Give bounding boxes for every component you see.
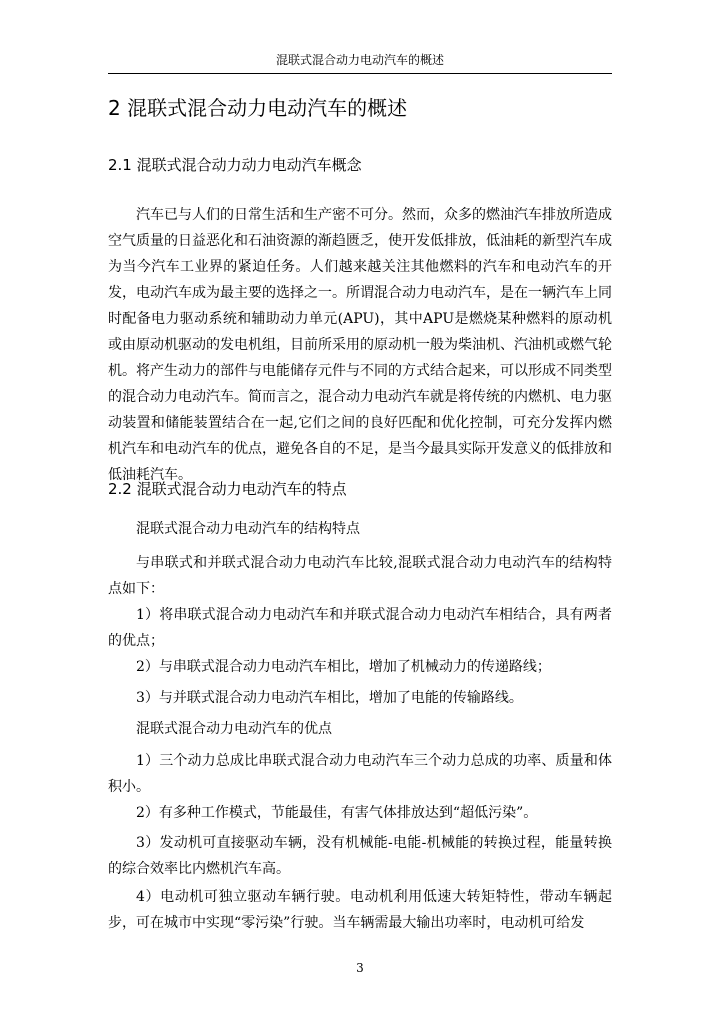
running-header: 混联式混合动力电动汽车的概述 [275, 53, 444, 67]
chapter-title: 2 混联式混合动力电动汽车的概述 [108, 96, 408, 120]
page-number: 3 [356, 961, 364, 975]
structure-feature-item-2: 2）与串联式混合动力电动汽车相比，增加了机械动力的传递路线； [136, 659, 551, 675]
structure-features-heading: 混联式混合动力电动汽车的结构特点 [136, 521, 360, 537]
structure-features-intro: 与串联式和并联式混合动力电动汽车比较,混联式混合动力电动汽车的结构特点如下： [108, 555, 612, 597]
advantage-item-2: 2）有多种工作模式，节能最佳，有害气体排放达到“超低污染”。 [136, 805, 538, 821]
concept-paragraph: 汽车已与人们的日常生活和生产密不可分。然而，众多的燃油汽车排放所造成空气质量的日益恶化和石油资源的渐趋匮乏，使开发低排放，低油耗的新型汽车成为当今汽车工业界的紧迫任务。人们越来越关注其他燃料的汽车和电动汽车的开发，电动汽车成为最主要的选择之一。所谓混合动力电动汽车，是在一辆汽车上同时配备电力驱动系统和辅助动力单元(APU)，其中APU是燃烧某种燃料的原动机或由原动机驱动的发电机组，目前所采用的原动机一般为柴油机、汽油机或燃气轮机。将产生动力的部件与电能储存元件与不同的方式结合起来，可以形成不同类型的混合动力电动汽车。简而言之，混合动力电动汽车就是将传统的内燃机、电力驱动装置和储能装置结合在一起,它们之间的良好匹配和优化控制，可充分发挥内燃机汽车和电动汽车的优点，避免各自的不足，是当今最具实际开发意义的低排放和低油耗汽车。 [108, 207, 612, 483]
section-title-2-1: 2.1 混联式混合动力动力电动汽车概念 [108, 156, 362, 174]
advantage-item-4: 4）电动机可独立驱动车辆行驶。电动机利用低速大转矩特性，带动车辆起步，可在城市中实现“零污染”行驶。当车辆需最大输出功率时，电动机可给发 [108, 889, 612, 931]
header-rule [108, 73, 612, 74]
advantages-heading: 混联式混合动力电动汽车的优点 [136, 721, 332, 737]
advantage-item-1: 1）三个动力总成比串联式混合动力电动汽车三个动力总成的功率、质量和体积小。 [108, 753, 612, 795]
structure-feature-item-1: 1）将串联式混合动力电动汽车和并联式混合动力电动汽车相结合，具有两者的优点； [108, 607, 612, 649]
structure-feature-item-3: 3）与并联式混合动力电动汽车相比，增加了电能的传输路线。 [136, 690, 523, 706]
advantage-item-3: 3）发动机可直接驱动车辆，没有机械能-电能-机械能的转换过程，能量转换的综合效率比内燃机汽车高。 [108, 835, 612, 877]
section-title-2-2: 2.2 混联式混合动力电动汽车的特点 [108, 480, 347, 498]
